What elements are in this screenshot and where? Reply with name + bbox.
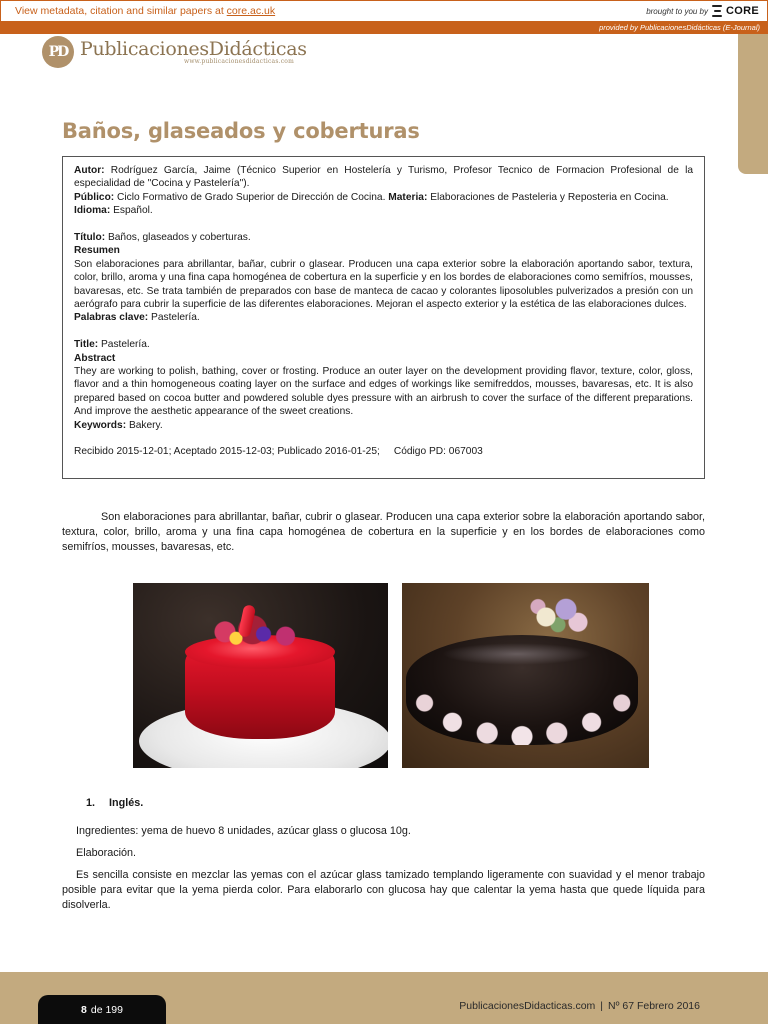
intro-paragraph (62, 510, 705, 555)
provided-by-prefix: provided by (599, 23, 638, 32)
footer-site[interactable]: PublicacionesDidacticas.com (459, 1000, 596, 1012)
publisher-logo[interactable] (42, 36, 307, 68)
title-value: Pastelería. (101, 339, 150, 351)
resumen-text: Son elaboraciones para abrillantar, bañar, cubrir o glasear. Producen una capa exterior sobre la elaboración aportando sabor, textura, color, brillo, aroma y una fina capa homogénea de cobertura en la superficie y en los bordes de elaboraciones como semifríos, mousses, bavaresas, etc. Se trata también de preparados con base de manteca de cacao y colorantes liposolubles pulverizados a presión con un aerógrafo para cubrir la superficie de las diferentes elaboraciones. Mejoran el aspecto exterior y la estética de las elaboraciones dulces. (74, 258, 693, 311)
red-glazed-cake-photo (133, 583, 388, 768)
intro-text: Son elaboraciones para abrillantar, bañar, cubrir o glasear. Producen una capa exterior sobre la elaboración aportando sabor, textura, color, brillo, aroma y una fina capa homogénea de cobertura en la superficie y en los bordes de elaboraciones como semifríos, mousses, bavaresas, etc. (62, 511, 705, 553)
core-link-prefix: View metadata, citation and similar papers at (15, 5, 224, 17)
footer-issue: Nº 67 Febrero 2016 (608, 1000, 700, 1012)
abstract-box (62, 156, 705, 479)
spacer (74, 325, 693, 338)
page-footer (0, 972, 768, 1024)
abstract-label: Abstract (74, 352, 116, 364)
side-tab-decoration (738, 34, 768, 174)
pd-logo-icon: PD (42, 36, 74, 68)
titulo-value: Baños, glaseados y coberturas. (107, 232, 251, 244)
idioma-value: Español. (113, 205, 153, 217)
ingredients-paragraph: Ingredientes: yema de huevo 8 unidades, azúcar glass o glucosa 10g. (76, 825, 411, 837)
publico-label: Público: (74, 191, 115, 203)
core-metadata-text (15, 5, 275, 17)
publico-line (74, 191, 693, 204)
keywords-line (74, 419, 693, 432)
berry-flower-decoration (203, 613, 313, 655)
autor-line (74, 164, 693, 191)
publisher-url: www.publicacionesdidacticas.com (184, 58, 294, 65)
pd-code: Código PD: 067003 (393, 446, 483, 458)
materia-value: Elaboraciones de Pasteleria y Reposteria en Cocina. (430, 191, 669, 203)
article-title: Baños, glaseados y coberturas (62, 119, 420, 143)
procedure-text: Es sencilla consiste en mezclar las yemas con el azúcar glass tamizado templando ligeramente con suavidad y el menor trabajo posible para evitar que la yema pierda color. Para elaborarlo con glucosa hay que calentar la yema hasta que quede líquida para disolverla. (62, 869, 705, 911)
title-label: Title: (74, 339, 99, 351)
autor-value: Rodríguez García, Jaime (Técnico Superior en Hostelería y Turismo, Profesor Tecnico de Formacion Profesional de la especialidad de "Cocina y Pastelería"). (74, 165, 693, 190)
section-number: 1. (86, 797, 96, 809)
core-brand[interactable] (646, 5, 759, 17)
macaron-border (406, 685, 638, 745)
abstract-heading (74, 352, 693, 365)
dark-glazed-cake-photo (402, 583, 649, 768)
title-line (74, 338, 693, 351)
publico-value: Ciclo Formativo de Grado Superior de Dirección de Cocina. (117, 191, 386, 203)
core-label: CORE (726, 5, 759, 17)
publisher-wordmark (80, 39, 307, 65)
publication-dates-line (74, 445, 693, 458)
total-pages: de 199 (90, 1003, 123, 1016)
current-page: 8 (81, 1003, 87, 1016)
core-banner (0, 0, 768, 22)
mirror-glaze-shine (442, 643, 592, 665)
keywords-value: Bakery. (128, 419, 163, 431)
titulo-line (74, 231, 693, 244)
provided-by-source[interactable]: PublicacionesDidácticas (E-Journal) (639, 23, 760, 32)
footer-publication-info (459, 1000, 700, 1012)
materia-label: Materia: (388, 191, 428, 203)
abstract-text: They are working to polish, bathing, cover or frosting. Produce an outer layer on the development providing flavor, texture, color, gloss, flavor and a thin homogeneous coating layer on the surface and edges of workings like semifreddos, mousses, bavaresas, etc. It is also prepared based on cocoa butter and powdered soluble dyes pressure with an airbrush to cover the surface of the different preparations. And improve the aesthetic appearance of the sweet creations. (74, 366, 693, 418)
palabras-clave-line (74, 311, 693, 324)
publisher-name: PublicacionesDidácticas (80, 38, 307, 60)
titulo-label: Título: (74, 232, 106, 244)
core-brought-by-text: brought to you by (646, 6, 709, 16)
resumen-heading (74, 244, 693, 257)
autor-label: Autor: (74, 165, 105, 176)
procedure-paragraph (62, 868, 705, 913)
flower-decoration (522, 591, 602, 643)
section-heading (86, 797, 143, 809)
resumen-label: Resumen (74, 245, 120, 257)
spacer (74, 218, 693, 231)
publication-dates: Recibido 2015-12-01; Aceptado 2015-12-03; Publicado 2016-01-25; (74, 446, 380, 458)
idioma-line (74, 204, 693, 217)
provided-by-bar (0, 22, 768, 34)
palabras-clave-label: Palabras clave: (74, 312, 149, 324)
page-number-tab (38, 995, 166, 1024)
keywords-label: Keywords: (74, 419, 127, 431)
core-logo-icon (712, 5, 722, 17)
elaboracion-label: Elaboración. (76, 847, 137, 859)
idioma-label: Idioma: (74, 205, 111, 217)
section-title: Inglés. (109, 797, 144, 809)
footer-separator: | (600, 1000, 604, 1012)
palabras-clave-value: Pastelería. (151, 312, 200, 324)
core-ac-uk-link[interactable]: core.ac.uk (226, 5, 276, 17)
